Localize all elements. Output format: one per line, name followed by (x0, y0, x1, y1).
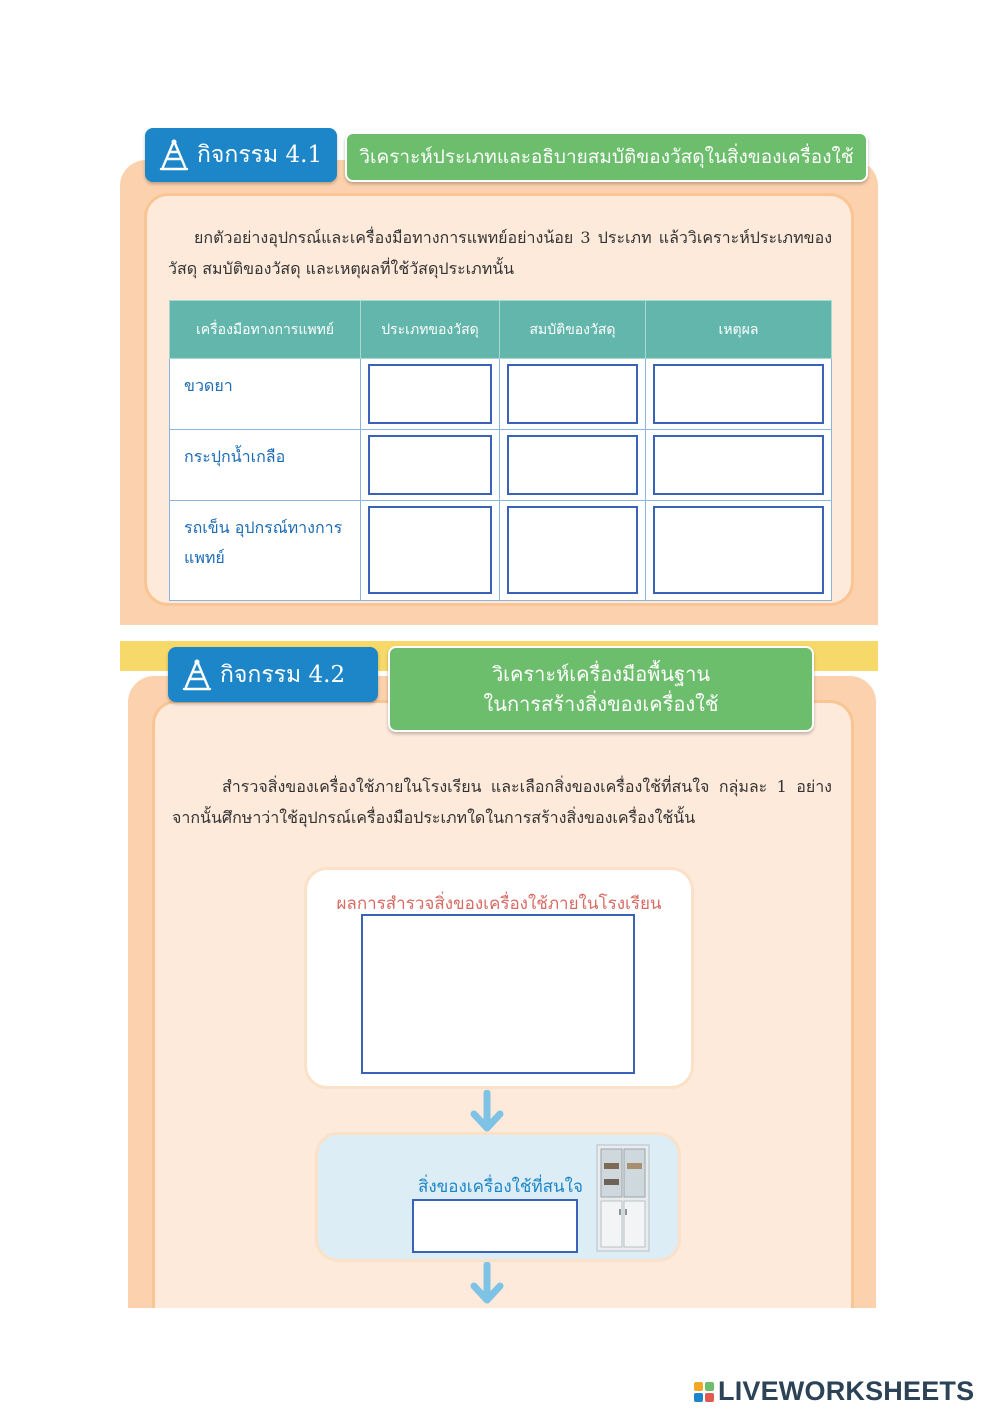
table-cell (646, 430, 832, 501)
table-row (170, 359, 832, 430)
cabinet-image (595, 1143, 651, 1253)
activity-number: กิจกรรม 4.1 (197, 142, 323, 168)
survey-answer-box[interactable] (361, 914, 635, 1074)
table-row (170, 501, 832, 601)
answer-input-box[interactable] (368, 506, 492, 594)
survey-title: ผลการสำรวจสิ่งของเครื่องใช้ภายในโรงเรียน (336, 894, 662, 914)
table-cell (646, 359, 832, 430)
arrow-down-icon (469, 1090, 505, 1134)
survey-card (307, 870, 691, 1086)
table-cell (361, 359, 500, 430)
activity-topic: วิเคราะห์ประเภทและอธิบายสมบัติของวัสดุในสิ่งของเครื่องใช้ (345, 132, 868, 182)
answer-input-box[interactable] (653, 506, 824, 594)
answer-input-box[interactable] (368, 435, 492, 495)
compass-icon (182, 658, 212, 692)
table-cell (500, 430, 646, 501)
answer-table (169, 300, 832, 601)
activity-badge (168, 647, 378, 702)
column-header: สมบัติของวัสดุ (500, 301, 646, 359)
answer-input-box[interactable] (507, 435, 638, 495)
answer-input-box[interactable] (368, 364, 492, 424)
column-header: เหตุผล (646, 301, 832, 359)
logo-icon (694, 1382, 714, 1402)
instruction-text: ยกตัวอย่างอุปกรณ์และเครื่องมือทางการแพทย์อย่างน้อย 3 ประเภท แล้ววิเคราะห์ประเภทของวัสดุ สมบัติของวัสดุ และเหตุผลที่ใช้วัสดุประเภทนั้น (168, 228, 832, 278)
row-label: ขวดยา (170, 359, 361, 430)
row-label: รถเข็น อุปกรณ์ทางการแพทย์ (170, 501, 361, 601)
answer-input-box[interactable] (507, 506, 638, 594)
table-header-row (170, 301, 832, 359)
activity-number: กิจกรรม 4.2 (220, 661, 346, 688)
topic-line: ในการสร้างสิ่งของเครื่องใช้ (483, 692, 719, 716)
interest-card (318, 1135, 678, 1259)
table-cell (500, 359, 646, 430)
answer-input-box[interactable] (507, 364, 638, 424)
table-cell (361, 501, 500, 601)
answer-input-box[interactable] (653, 364, 824, 424)
liveworksheets-logo (694, 1376, 974, 1407)
row-label: กระปุกน้ำเกลือ (170, 430, 361, 501)
compass-icon (159, 138, 189, 172)
table-cell (361, 430, 500, 501)
interest-answer-box[interactable] (412, 1199, 578, 1253)
brand-name: LIVEWORKSHEETS (718, 1376, 975, 1406)
column-header: เครื่องมือทางการแพทย์ (170, 301, 361, 359)
answer-input-box[interactable] (653, 435, 824, 495)
table-cell (500, 501, 646, 601)
topic-line: วิเคราะห์เครื่องมือพื้นฐาน (491, 662, 711, 686)
activity-topic (388, 646, 814, 732)
instruction-text: สำรวจสิ่งของเครื่องใช้ภายในโรงเรียน และเลือกสิ่งของเครื่องใช้ที่สนใจ กลุ่มละ 1 อย่าง จากนั้นศึกษาว่าใช้อุปกรณ์เครื่องมือประเภทใดในการสร้างสิ่งของเครื่องใช้นั้น (172, 777, 832, 827)
activity-badge (145, 128, 337, 182)
table-row (170, 430, 832, 501)
arrow-down-icon (469, 1262, 505, 1306)
table-cell (646, 501, 832, 601)
interest-title: สิ่งของเครื่องใช้ที่สนใจ (418, 1177, 583, 1197)
column-header: ประเภทของวัสดุ (361, 301, 500, 359)
